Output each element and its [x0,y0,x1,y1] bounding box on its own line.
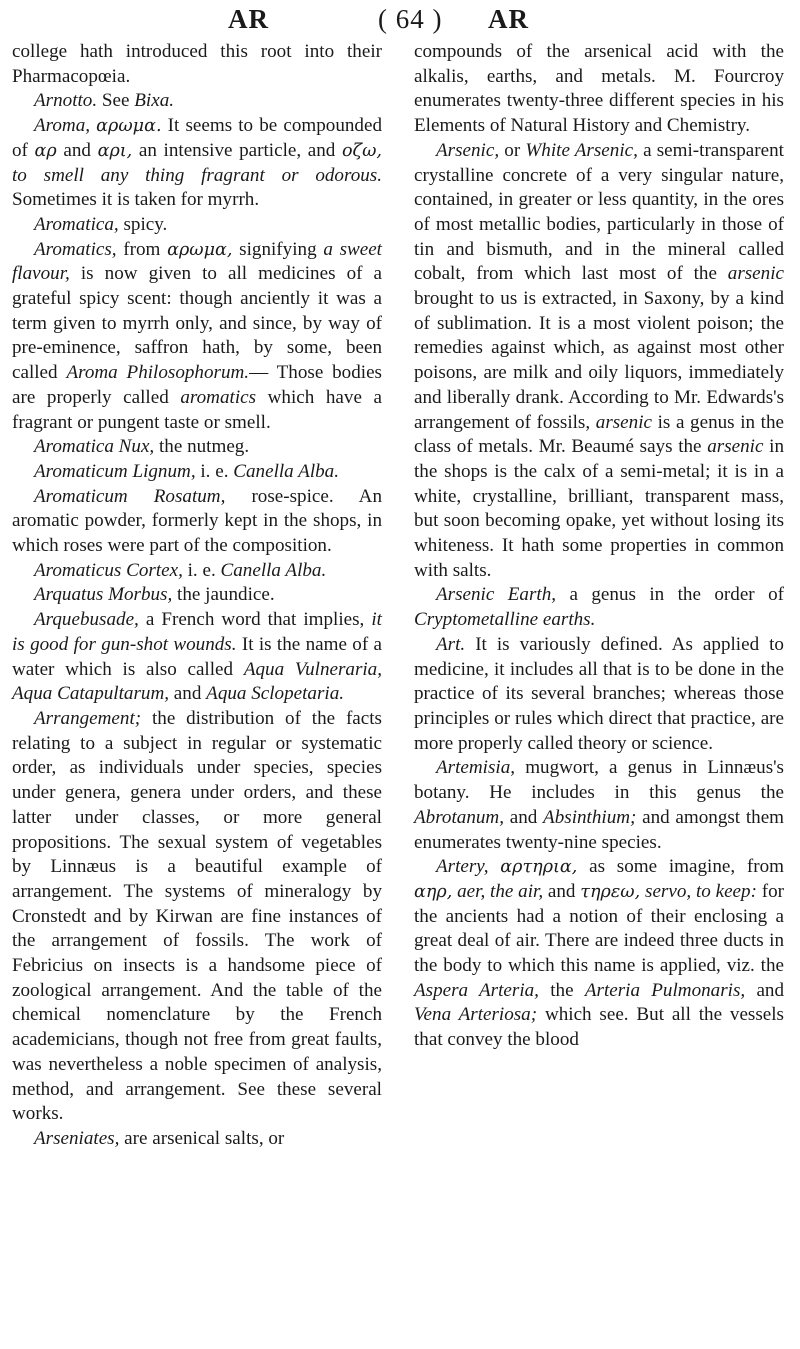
text-run: It is the name of a water which is also called [12,633,382,680]
entry-term: Arquatus Morbus, [34,584,173,606]
text-run: It is variously defined. As applied to medicine, it includes all that is to be done in the practice of its several branches; whereas those principles or rules which direct that practice, are more properly called theory or science. [414,633,784,754]
entry-term: Arquebusade, [34,609,139,631]
entry-aromatica [12,213,382,238]
text-run: brought to us is extracted, in Saxony, by a kind of sublimation. It is a most violent poison; the remedies against which, as against most other poisons, are milk and oily liquors, immediately and liberally drank. According to Mr. Edwards's arrangement of fossils, [414,288,784,433]
entry-term: Aromatica Nux, [34,436,155,458]
text-run: οζω, [341,140,382,161]
entry-term: Aromatica, [34,213,119,235]
text-run: is now given to all medicines of a grateful spicy scent: though anciently it was a term given to myrrh only, and since, by way of pre-eminence, saffron hath, by some, been called [12,263,382,384]
text-run: αηρ, [414,881,453,902]
text-run: a semi-transparent crystalline concrete of a very singular nature, contained, in greater or less quantity, in the ores of most metallic bodies, particularly in those of tin and bismuth, and in the mineral called cobalt, from which last most of the [414,139,784,285]
text-run: to smell any thing fragrant or odorous. [12,164,382,186]
text-run: τηρεω, [580,881,641,902]
text-run: spicy. [123,213,168,235]
entry-aromaticum-rosatum [12,485,382,559]
text-run: Vena Arteriosa; [414,1004,538,1026]
text-run: and [63,139,91,161]
entry-artery [414,855,784,1053]
text-run: αρι, [97,140,133,161]
text-run: a genus in the order of [569,584,784,606]
entry-continuation [414,40,784,139]
entry-arrangement [12,707,382,1127]
text-run: and [756,979,785,1001]
text-run: αρωμα. [96,116,162,137]
text-run: See [101,90,130,112]
entry-aromaticus-cortex [12,559,382,584]
text-run: college hath introduced this root into their Pharmacopœia. [12,41,382,87]
text-run: Abrotanum, [414,806,504,828]
text-run: is a genus in the class of metals. Mr. Beaumé says the [414,411,785,458]
right-column [414,40,784,1053]
text-run: the [550,979,574,1001]
text-run: i. e. [187,559,216,581]
text-run: and amongst them enumerates twenty-nine species. [414,806,785,853]
text-run: in the shops is the calx of a semi-metal; it is in a white, crystalline, brilliant, transparent mass, but soon becoming opake, yet without losing its whiteness. It hath some properties in common with salts. [414,436,784,581]
text-run: Aspera Arteria, [414,979,539,1001]
entry-term: Aromatics, [34,238,117,260]
entry-term: Art. [436,633,466,655]
text-run: mugwort, a genus in Linnæus's botany. He includes in this genus the [414,757,784,804]
text-run: Cryptometalline earths. [414,609,596,631]
entry-arquebusade [12,608,382,707]
text-run: Bixa. [134,90,175,112]
entry-artemisia [414,756,784,855]
text-run: It seems to be compounded of [12,115,382,161]
text-run: Aqua Vulneraria, Aqua Catapultarum, [12,658,383,705]
text-run: Canella Alba. [233,460,339,482]
text-run: Absinthium; [543,806,637,828]
text-run: Sometimes it is taken for myrrh. [12,189,260,211]
text-run: Aqua Sclopetaria. [206,683,345,705]
text-run: a French word that implies, [145,609,365,631]
entry-term: Aromaticus Cortex, [34,559,183,581]
page-number: ( 64 ) [378,4,443,34]
text-run: signifying [239,238,317,260]
text-run: and [173,683,202,705]
entry-term: Aromaticum Rosatum, [34,485,226,507]
entry-term: Arseniates, [34,1127,120,1149]
entry-term: Arrangement; [34,707,142,729]
entry-term: Aroma, [34,115,91,137]
text-run: aer, the air, [457,880,544,902]
entry-aroma [12,114,382,213]
text-run: arsenic [727,263,784,285]
entry-term: Arsenic, [436,139,500,161]
text-run: arsenic [595,411,652,433]
text-run: Aroma Philosophorum. [66,362,250,384]
text-run: rose-spice. An aromatic powder, formerly kept in the shops, in which roses were part of the composition. [12,485,382,557]
text-run: αρωμα, [167,239,233,260]
text-run: the nutmeg. [158,436,250,458]
running-head [0,4,800,36]
text-run: arsenic [707,436,764,458]
entry-arnotto [12,89,382,114]
entry-term: Arnotto. [34,90,98,112]
text-run: it is good for gun-shot wounds. [12,609,382,655]
text-run: αρτηρια, [500,857,578,878]
text-run: servo, to keep: [645,880,757,902]
text-run: the distribution of the facts relating to a subject in regular or systematic order, as individuals under species, species under genera, genera under orders, and these latter under classes, or more general propositions. The sexual system of vegetables by Linnæus is a beautiful example of arrangement. The systems of mineralogy by Cronstedt and by Kirwan are fine instances of the arrangement of fossils. The work of Febricius on insects is a handsome piece of zoological arrangement. And the table of the chemical nomenclature by the French academicians, though not free from great faults, was nevertheless a noble specimen of analysis, method, and arrangement. See these several works. [12,707,382,1125]
text-run: which see. But all the vessels that convey the blood [414,1004,784,1051]
entry-term: Aromaticum Lignum, [34,460,196,482]
text-run: or [504,139,521,161]
entry-term: Arsenic Earth, [436,584,557,606]
entry-art [414,633,784,757]
text-run: aromatics [180,386,257,408]
entry-aromatica-nux [12,435,382,460]
text-run: and [509,806,538,828]
left-column [12,40,382,1152]
text-run: αρ [34,140,57,161]
text-run: — Those bodies are properly called [12,362,382,408]
text-run: Arteria Pulmonaris, [584,979,746,1001]
text-run: an intensive particle, and [138,139,336,161]
text-run: which have a fragrant or pungent taste or smell. [12,386,382,433]
text-run: Canella Alba. [220,559,327,581]
text-run: the jaundice. [177,584,275,606]
entry-term: Artery, [436,856,489,878]
entry-aromatics [12,238,382,436]
text-run: and [547,880,576,902]
text-run: a sweet flavour, [12,238,382,285]
entry-term: Artemisia, [436,757,516,779]
text-run: for the ancients had a notion of their enclosing a great deal of air. There are indeed three ducts in the body to which this name is applied, viz. the [414,880,785,977]
header-right: AR [488,4,529,34]
text-run: White Arsenic, [525,139,638,161]
text-run: from [123,238,161,260]
entry-arseniates [12,1127,382,1152]
text-run: compounds of the arsenical acid with the alkalis, earths, and metals. M. Fourcroy enumerates twenty-three different species in his Elements of Natural History and Chemistry. [414,41,784,137]
text-run: as some imagine, from [589,856,784,878]
entry-arquatus-morbus [12,583,382,608]
entry-arsenic [414,139,784,584]
entry-continuation [12,40,382,89]
header-left: AR [228,4,269,34]
text-run: are arsenical salts, or [124,1127,285,1149]
entry-arsenic-earth [414,583,784,632]
entry-aromaticum-lignum [12,460,382,485]
text-run: i. e. [200,460,229,482]
